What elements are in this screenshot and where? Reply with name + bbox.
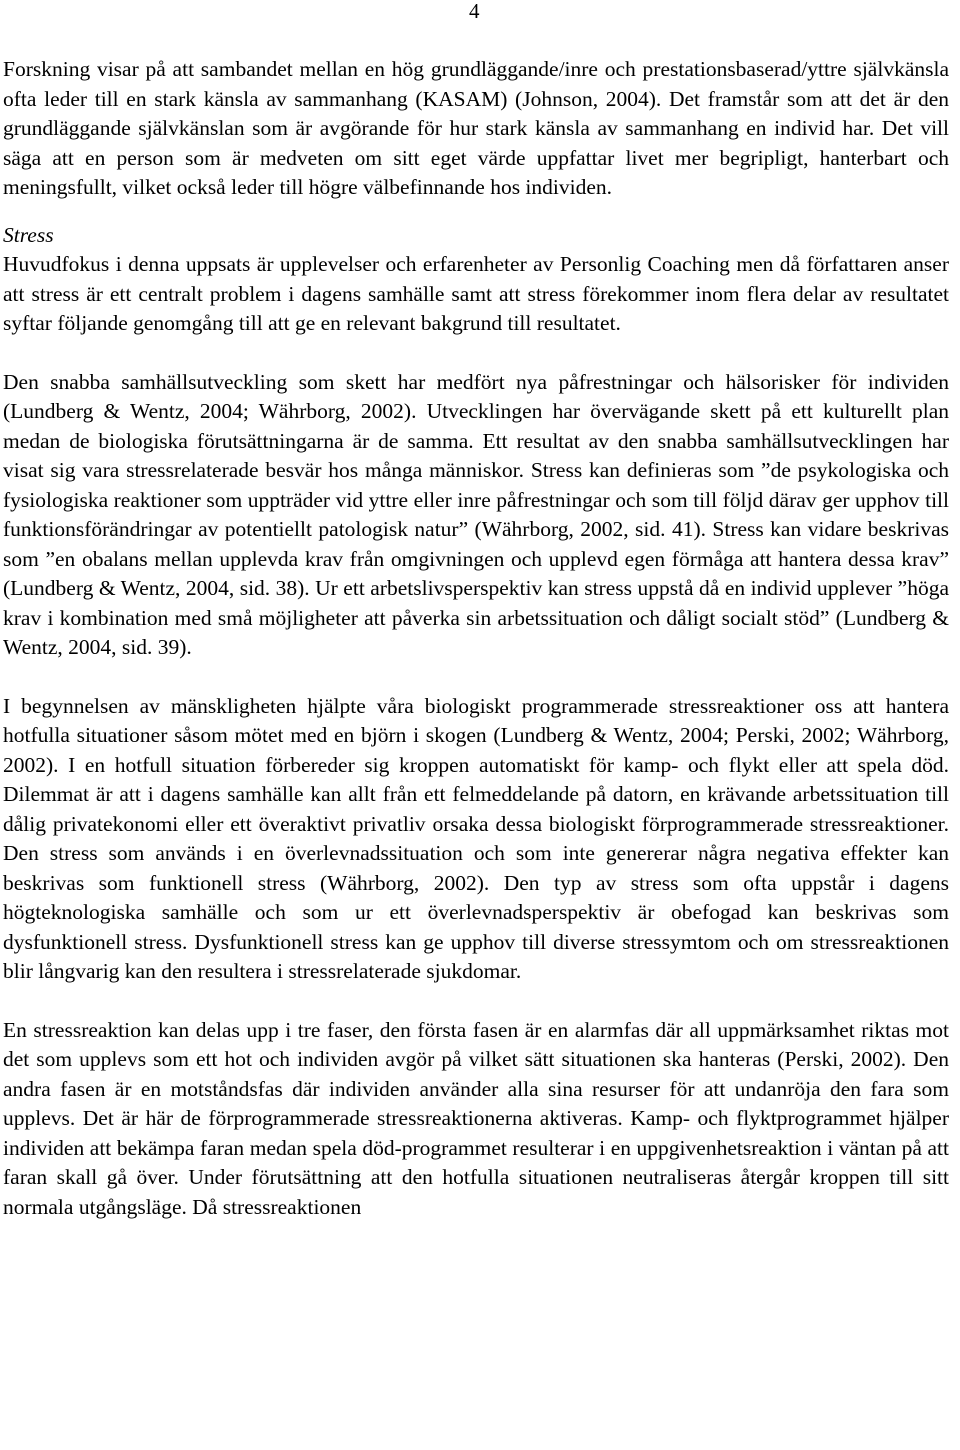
stress-paragraph-4: En stressreaktion kan delas upp i tre faser, den första fasen är en alarmfas där all uppmärksamhet riktas mot det som upplevs som ett hot och individen avgör på vilket sätt situationen ska hanteras (Perski, 2002). Den andra fasen är en motståndsfas där individen använder alla sina resurser för att undanröja den fara som upplevs. Det är här de förprogrammerade stressreaktionerna aktiveras. Kamp- och flyktprogrammet hjälper individen att bekämpa faran medan spela död-programmet resulterar i en uppgivenhetsreaktion i väntan på att faran skall gå över. Under förutsättning att den hotfulla situationen neutraliseras återgår kroppen till sitt normala utgångsläge. Då stressreaktionen [3,1017,949,1219]
stress-paragraph-1: Huvudfokus i denna uppsats är upplevelser och erfarenheter av Personlig Coaching men då författaren anser att stress är ett centralt problem i dagens samhälle samt att stress förekommer inom flera delar av resultatet syftar följande genomgång till att ge en relevant bakgrund till resultatet. [3,252,949,335]
paragraph-spacer [3,987,949,1016]
intro-paragraph: Forskning visar på att sambandet mellan en hög grundläggande/inre och prestationsbaserad/yttre självkänsla ofta leder till en stark känsla av sammanhang (KASAM) (Johnson, 2004). Det framstår som att det är den grundläggande självkänslan som är avgörande för hur stark känsla av sammanhang en individ har. Det vill säga att en person som är medveten om sitt eget värde uppfattar livet mer begripligt, hanterbart och meningsfullt, vilket också leder till högre välbefinnande hos individen. [3,57,949,199]
paragraph-spacer [3,663,949,692]
document-body [3,55,949,1222]
section-heading-stress: Stress [3,222,54,247]
paragraph-spacer [3,339,949,368]
paragraph-spacer [3,203,949,221]
stress-paragraph-2: Den snabba samhällsutveckling som skett har medfört nya påfrestningar och hälsorisker för individen (Lundberg & Wentz, 2004; Währborg, 2002). Utvecklingen har övervägande skett på ett kulturellt plan medan de biologiska förutsättningarna är de samma. Ett resultat av den snabba samhällsutvecklingen har visat sig vara stressrelaterade besvär hos många människor. Stress kan definieras som ”de psykologiska och fysiologiska reaktioner som uppträder vid yttre eller inre påfrestningar och som till följd därav ger upphov till funktionsförändringar av potentiellt patologisk natur” (Währborg, 2002, sid. 41). Stress kan vidare beskrivas som ”en obalans mellan upplevda krav från omgivningen och upplevd egen förmåga att hantera dessa krav” (Lundberg & Wentz, 2004, sid. 38). Ur ett arbetslivsperspektiv kan stress uppstå då en individ upplever ”höga krav i kombination med små möjligheter att påverka sin arbetssituation och dåligt socialt stöd” (Lundberg & Wentz, 2004, sid. 39). [3,369,949,659]
page-number: 4 [469,0,480,23]
stress-paragraph-3: I begynnelsen av mänskligheten hjälpte våra biologiskt programmerade stressreaktioner oss att hantera hotfulla situationer såsom mötet med en björn i skogen (Lundberg & Wentz, 2004; Perski, 2002; Währborg, 2002). I en hotfull situation förbereder sig kroppen automatiskt för kamp- och flykt eller att spela död. Dilemmat är att i dagens samhälle kan allt från ett felmeddelande på datorn, en krävande arbetssituation till dålig privatekonomi eller ett överaktivt privatliv orsaka dessa biologiskt förprogrammerade stressreaktioner. Den stress som används i en överlevnadssituation och som inte genererar några negativa effekter kan beskrivas som funktionell stress (Währborg, 2002). Den typ av stress som ofta uppstår i dagens högteknologiska samhälle och som ur ett överlevnadsperspektiv är obefogad kan beskrivas som dysfunktionell stress. Dysfunktionell stress kan ge upphov till diverse stressymtom och om stressreaktionen blir långvarig kan den resultera i stressrelaterade sjukdomar. [3,693,949,983]
